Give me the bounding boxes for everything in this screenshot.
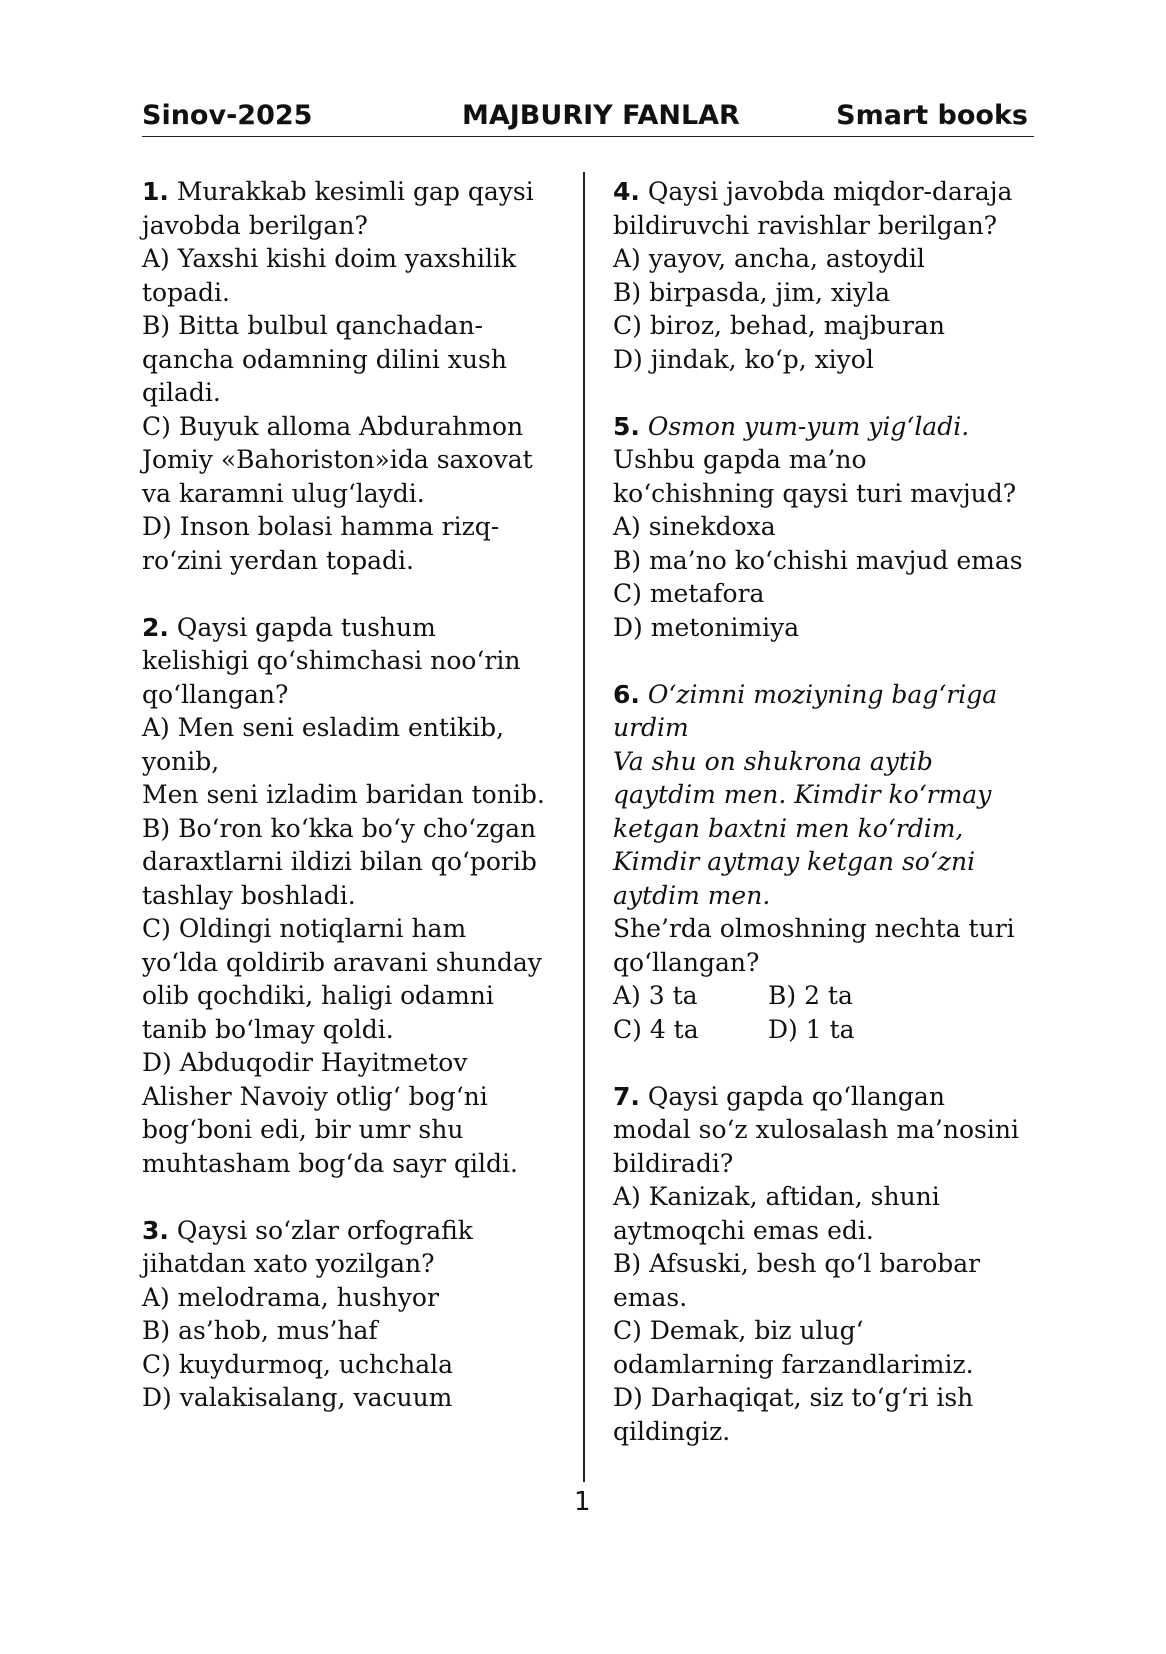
option-a-cont: Men seni izladim baridan tonib. [142, 780, 545, 809]
header-left-title: Sinov-2025 [142, 100, 313, 131]
left-column [142, 175, 562, 1448]
option-a: A) Yaxshi kishi doim yaxshilik [142, 244, 517, 273]
question-1-stem: 1. Murakkab kesimli gap qaysi [142, 177, 534, 206]
option-a-cont: topadi. [142, 277, 230, 307]
question-stem-line: javobda berilgan? [142, 210, 368, 240]
question-number: 4. [613, 177, 640, 206]
option-a: A) 3 ta [613, 981, 698, 1010]
question-stem-line: kelishigi qo‘shimchasi noo‘rin [142, 646, 521, 675]
question-stem-line: jihatdan xato yozilgan? [142, 1249, 435, 1278]
question-number: 7. [613, 1081, 640, 1111]
option-d: D) valakisalang, vacuum [142, 1383, 453, 1412]
question-3 [142, 1214, 562, 1415]
option-c-cont: va karamni ulug‘laydi. [142, 478, 425, 508]
option-d-cont: ro‘zini yerdan topadi. [142, 545, 414, 575]
question-4-stem: 4. Qaysi javobda miqdor-daraja [613, 177, 1013, 206]
option-b: B) 2 ta [768, 981, 853, 1010]
question-4 [613, 175, 1033, 376]
option-d: D) 1 ta [768, 1014, 855, 1044]
option-c-cont: tanib bo‘lmay qoldi. [142, 1014, 394, 1044]
option-d: D) Darhaqiqat, siz to‘g‘ri ish [613, 1383, 974, 1412]
question-5-italic-stem: 5. Osmon yum-yum yig‘ladi. [613, 411, 970, 441]
option-d: D) jindak, ko‘p, xiyol [613, 344, 874, 374]
option-b: B) as’hob, mus’haf [142, 1316, 378, 1345]
question-6-poem-line: 6. O‘zimni moziyning bag‘riga [613, 679, 998, 709]
option-a: A) sinekdoxa [613, 512, 776, 541]
question-3-stem: 3. Qaysi so‘zlar orfografik [142, 1215, 473, 1245]
question-number: 2. [142, 612, 169, 642]
option-d: D) Inson bolasi hamma rizq- [142, 512, 500, 541]
option-row [613, 1013, 1033, 1047]
question-stem-line: Ushbu gapda ma’no [613, 445, 867, 474]
option-c-cont: yo‘lda qoldirib aravani shunday [142, 947, 542, 977]
option-b: B) Bitta bulbul qanchadan- [142, 311, 484, 340]
question-stem-line: qo‘llangan? [142, 679, 289, 709]
question-7 [613, 1080, 1033, 1449]
option-a: A) Kanizak, aftidan, shuni [613, 1182, 940, 1211]
option-b: B) ma’no ko‘chishi mavjud emas [613, 545, 1023, 575]
option-a: A) melodrama, hushyor [142, 1282, 439, 1312]
question-7-stem: 7. Qaysi gapda qo‘llangan [613, 1081, 945, 1111]
option-c: C) Oldingi notiqlarni ham [142, 914, 467, 943]
question-number: 3. [142, 1215, 169, 1245]
option-d-cont: muhtasham bog‘da sayr qildi. [142, 1148, 518, 1178]
option-b: B) birpasda, jim, xiyla [613, 277, 891, 307]
option-c: C) kuydurmoq, uchchala [142, 1349, 454, 1379]
question-stem-line: bildiradi? [613, 1148, 734, 1178]
option-c-cont: olib qochdiki, haligi odamni [142, 981, 494, 1010]
option-c: C) 4 ta [613, 1014, 699, 1044]
column-divider [583, 172, 585, 1482]
question-stem-line: modal so‘z xulosalash ma’nosini [613, 1115, 1019, 1144]
option-d-cont: qildingiz. [613, 1416, 731, 1446]
page-number: 1 [574, 1487, 591, 1517]
question-2-stem: 2. Qaysi gapda tushum [142, 612, 436, 642]
option-a-cont: aytmoqchi emas edi. [613, 1215, 874, 1245]
header-center-title: MAJBURIY FANLAR [462, 100, 740, 131]
option-d: D) Abduqodir Hayitmetov [142, 1048, 468, 1077]
question-1 [142, 175, 562, 577]
poem-line: urdim [613, 713, 689, 742]
option-c-cont: odamlarning farzandlarimiz. [613, 1349, 974, 1379]
question-2 [142, 611, 562, 1181]
option-c-cont: Jomiy «Bahoriston»ida saxovat [142, 445, 533, 474]
question-stem-line: qo‘llangan? [613, 947, 760, 977]
header-right-title: Smart books [836, 100, 1028, 131]
poem-line: Va shu on shukrona aytib [613, 746, 933, 776]
right-column [613, 175, 1033, 1482]
option-a: A) Men seni esladim entikib, [142, 713, 505, 742]
option-b-cont: qiladi. [142, 378, 221, 407]
option-d-cont: Alisher Navoiy otlig‘ bog‘ni [142, 1081, 488, 1111]
option-b-cont: emas. [613, 1282, 688, 1312]
question-5 [613, 410, 1033, 645]
option-c: C) metafora [613, 579, 765, 608]
option-a-cont: yonib, [142, 746, 220, 776]
question-number: 1. [142, 177, 169, 206]
poem-line: aytdim men. [613, 880, 771, 910]
option-c: C) Buyuk alloma Abdurahmon [142, 411, 524, 441]
option-row [613, 979, 1033, 1013]
option-b: B) Afsuski, besh qo‘l barobar [613, 1249, 981, 1278]
option-a: A) yayov, ancha, astoydil [613, 244, 925, 273]
question-stem-line: bildiruvchi ravishlar berilgan? [613, 210, 998, 240]
option-b-cont: tashlay boshladi. [142, 880, 356, 910]
option-c: C) Demak, biz ulug‘ [613, 1316, 864, 1345]
poem-line: Kimdir aytmay ketgan so‘zni [613, 847, 976, 876]
poem-line: qaytdim men. Kimdir ko‘rmay [613, 780, 992, 809]
question-stem-line: She’rda olmoshning nechta turi [613, 914, 1015, 943]
option-b-cont: daraxtlarni ildizi bilan qo‘porib [142, 847, 537, 876]
option-b-cont: qancha odamning dilini xush [142, 344, 507, 374]
option-d: D) metonimiya [613, 612, 800, 642]
question-number: 6. [613, 679, 640, 709]
option-d-cont: bog‘boni edi, bir umr shu [142, 1115, 464, 1144]
option-c: C) biroz, behad, majburan [613, 311, 946, 340]
option-b: B) Bo‘ron ko‘kka bo‘y cho‘zgan [142, 813, 537, 843]
question-stem-line: ko‘chishning qaysi turi mavjud? [613, 478, 1017, 508]
question-number: 5. [613, 411, 640, 441]
poem-line: ketgan baxtni men ko‘rdim, [613, 813, 964, 843]
page-header [142, 96, 1034, 137]
question-6 [613, 678, 1033, 1047]
